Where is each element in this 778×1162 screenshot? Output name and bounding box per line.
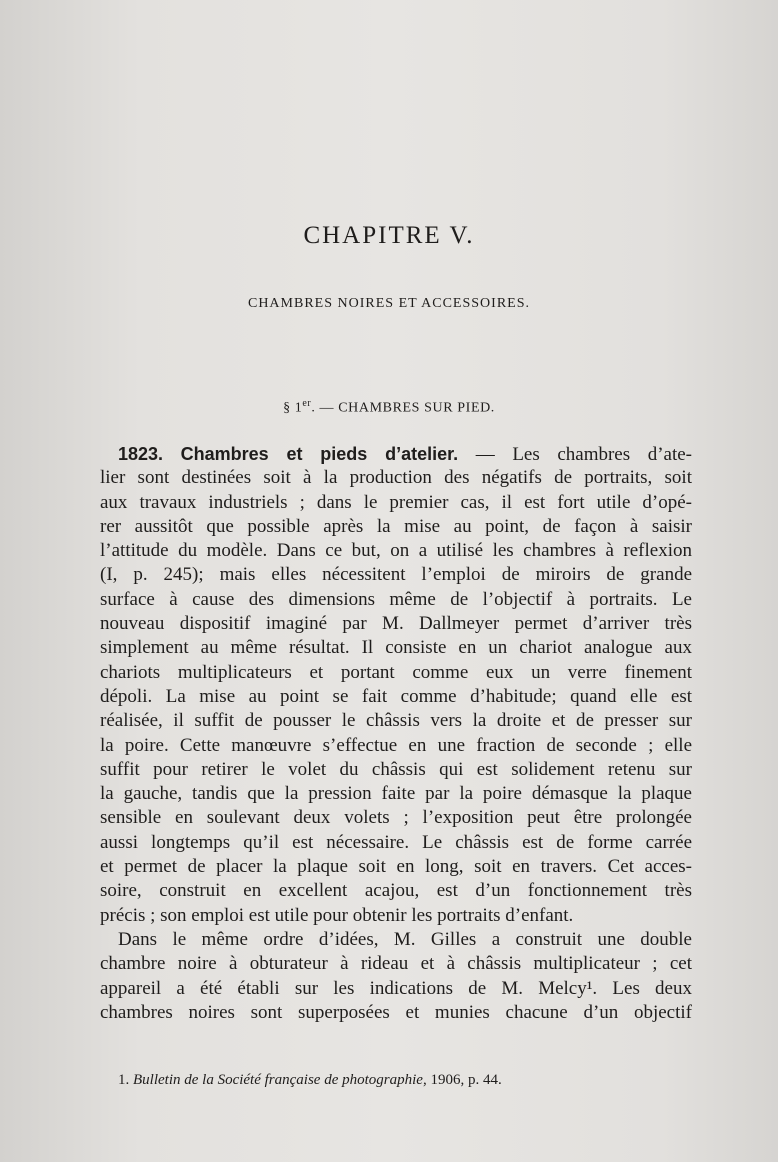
body-line: rer aussitôt que possible après la mise au point, de façon à saisir: [100, 515, 692, 537]
body-line: précis ; son emploi est utile pour obtenir les portraits d’enfant.: [100, 904, 574, 926]
paragraph-number: 1823.: [118, 444, 164, 464]
body-line: suffit pour retirer le volet du châssis qui est solidement retenu sur: [100, 758, 692, 780]
section-sup: er: [302, 398, 312, 409]
body-line: la poire. Cette manœuvre s’effectue en une fraction de seconde ; elle: [100, 734, 692, 756]
body-line: [100, 442, 692, 466]
body-line: Dans le même ordre d’idées, M. Gilles a construit une double: [118, 928, 692, 950]
body-line: dépoli. La mise au point se fait comme d’habitude; quand elle est: [100, 685, 692, 707]
body-line: surface à cause des dimensions même de l’objectif à portraits. Le: [100, 588, 692, 610]
footnote-number: 1.: [118, 1072, 130, 1088]
footnote-rest: , 1906, p. 44.: [422, 1072, 502, 1088]
body-line: réalisée, il suffit de pousser le châssis vers la droite et de presser sur: [100, 710, 692, 732]
body-line: lier sont destinées soit à la production des négatifs de portraits, soit: [100, 467, 692, 489]
body-line: la gauche, tandis que la pression faite par la poire démasque la plaque: [100, 783, 692, 805]
section-title: . — CHAMBRES SUR PIED.: [311, 400, 495, 416]
section-heading: [0, 398, 778, 417]
body-line: aussi longtemps qu’il est nécessaire. Le châssis est de forme carrée: [100, 831, 692, 853]
footnote: [118, 1072, 502, 1089]
body-line: chambre noire à obturateur à rideau et à châssis multiplicateur ; cet: [100, 953, 692, 975]
body-line: aux travaux industriels ; dans le premier cas, il est fort utile d’opé-: [100, 491, 692, 513]
section-prefix: § 1: [283, 400, 303, 416]
footnote-title: Bulletin de la Société française de photographie: [133, 1072, 423, 1088]
body-line: soire, construit en excellent acajou, est d’un fonctionnement très: [100, 880, 692, 902]
body-line: chariots multiplicateurs et portant comme eux un verre finement: [100, 661, 692, 683]
body-line: (I, p. 245); mais elles nécessitent l’emploi de miroirs de grande: [100, 564, 692, 586]
chapter-subtitle: CHAMBRES NOIRES ET ACCESSOIRES.: [247, 296, 530, 311]
body-line: et permet de placer la plaque soit en long, soit en travers. Cet acces-: [100, 856, 692, 878]
body-line-text: — Les chambres d’ate-: [458, 444, 692, 465]
paragraph-title: Chambres et pieds d’atelier.: [180, 444, 459, 464]
body-text: [100, 442, 692, 1025]
body-line: sensible en soulevant deux volets ; l’exposition peut être prolongée: [100, 807, 692, 829]
body-line: simplement au même résultat. Il consiste en un chariot analogue aux: [100, 637, 692, 659]
body-line: appareil a été établi sur les indications de M. Melcy¹. Les deux: [100, 977, 692, 999]
body-line: chambres noires sont superposées et munies chacune d’un objectif: [100, 1001, 692, 1023]
chapter-title: CHAPITRE V.: [303, 222, 475, 249]
body-line: l’attitude du modèle. Dans ce but, on a utilisé les chambres à reflexion: [100, 540, 692, 562]
body-line: nouveau dispositif imaginé par M. Dallmeyer permet d’arriver très: [100, 613, 692, 635]
